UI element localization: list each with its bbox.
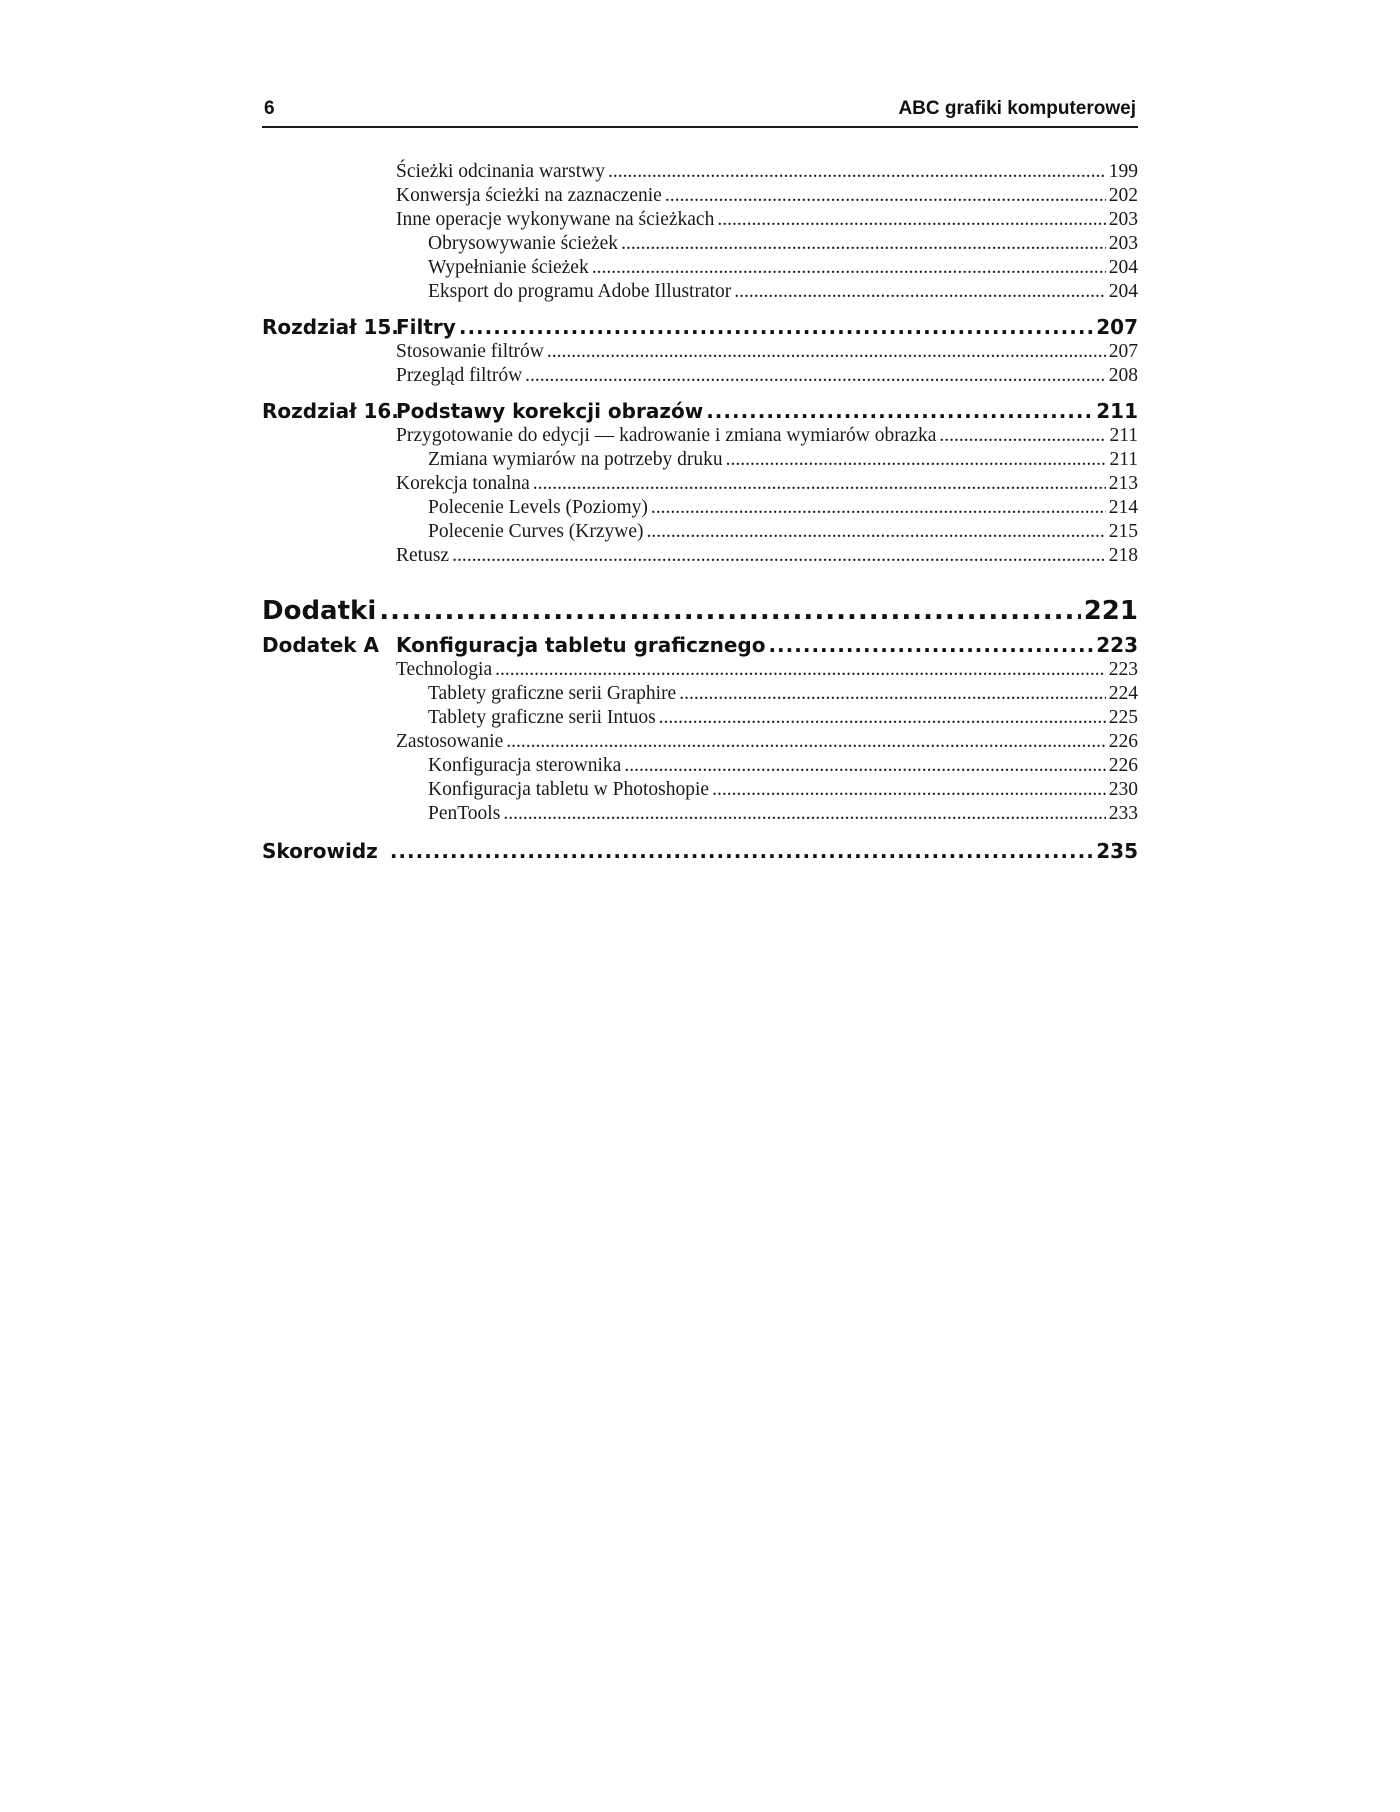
entry-title: Korekcja tonalna: [396, 473, 530, 494]
appendix-page: 223: [1096, 633, 1138, 657]
entry-page: 226: [1108, 731, 1138, 752]
chapter-heading-15: [262, 314, 1138, 340]
toc-entry: [262, 730, 1138, 754]
toc-subentry: [262, 682, 1138, 706]
toc-subentry: [262, 232, 1138, 256]
entry-page: 202: [1108, 185, 1138, 206]
entry-page: 203: [1108, 233, 1138, 254]
chapter-label: Rozdział 16.: [262, 399, 399, 423]
dot-leader: [624, 754, 1105, 778]
entry-title: Przygotowanie do edycji — kadrowanie i zmiana wymiarów obrazka: [396, 425, 937, 446]
dot-leader: [452, 544, 1106, 568]
entry-page: 224: [1108, 683, 1138, 704]
entry-page: 214: [1108, 497, 1138, 518]
toc-entry: [262, 658, 1138, 682]
dot-leader: [679, 682, 1106, 706]
toc-subentry: [262, 256, 1138, 280]
toc-entry: [262, 208, 1138, 232]
toc-subentry: [262, 520, 1138, 544]
toc-entry: [262, 424, 1138, 448]
part-heading-dodatki: [262, 594, 1138, 628]
dot-leader: [665, 184, 1106, 208]
entry-title: Tablety graficzne serii Intuos: [428, 707, 656, 728]
entry-page: 203: [1108, 209, 1138, 230]
entry-page: 211: [1109, 449, 1138, 470]
dot-leader: [647, 520, 1106, 544]
entry-page: 230: [1108, 779, 1138, 800]
toc-subentry: [262, 778, 1138, 802]
dot-leader: [506, 730, 1106, 754]
running-header: [262, 96, 1138, 128]
entry-page: 225: [1108, 707, 1138, 728]
appendix-label: Dodatek A: [262, 633, 380, 657]
dot-leader: [712, 778, 1106, 802]
table-of-contents: [262, 160, 1138, 864]
entry-page: 211: [1109, 425, 1138, 446]
chapter-title: Filtry: [396, 315, 456, 339]
toc-entry: [262, 544, 1138, 568]
part-page: 221: [1083, 596, 1138, 626]
entry-title: Przegląd filtrów: [396, 365, 523, 386]
entry-title: Zastosowanie: [396, 731, 504, 752]
dot-leader: [547, 340, 1106, 364]
toc-subentry: [262, 496, 1138, 520]
entry-page: 218: [1108, 545, 1138, 566]
entry-page: 204: [1108, 257, 1138, 278]
entry-page: 223: [1108, 659, 1138, 680]
chapter-page: 211: [1096, 399, 1138, 423]
toc-entry: [262, 184, 1138, 208]
entry-title: Eksport do programu Adobe Illustrator: [428, 281, 732, 302]
index-heading: [262, 838, 1138, 864]
entry-page: 226: [1108, 755, 1138, 776]
index-page: 235: [1096, 839, 1138, 863]
dot-leader: [608, 160, 1106, 184]
entry-title: Zmiana wymiarów na potrzeby druku: [428, 449, 723, 470]
entry-title: Tablety graficzne serii Graphire: [428, 683, 677, 704]
dot-leader: [379, 594, 1080, 628]
dot-leader: [390, 838, 1093, 864]
dot-leader: [533, 472, 1106, 496]
entry-title: Konwersja ścieżki na zaznaczenie: [396, 185, 662, 206]
dot-leader: [939, 424, 1106, 448]
dot-leader: [659, 706, 1106, 730]
book-title: ABC grafiki komputerowej: [898, 98, 1136, 119]
entry-page: 233: [1108, 803, 1138, 824]
entry-page: 199: [1108, 161, 1138, 182]
entry-title: Stosowanie filtrów: [396, 341, 544, 362]
toc-entry: [262, 364, 1138, 388]
dot-leader: [768, 632, 1093, 658]
dot-leader: [621, 232, 1106, 256]
dot-leader: [525, 364, 1106, 388]
toc-entry: [262, 472, 1138, 496]
page-number: 6: [264, 98, 275, 119]
toc-entry: [262, 160, 1138, 184]
entry-title: Polecenie Levels (Poziomy): [428, 497, 648, 518]
entry-title: Konfiguracja sterownika: [428, 755, 622, 776]
entry-title: Wypełnianie ścieżek: [428, 257, 589, 278]
entry-page: 208: [1108, 365, 1138, 386]
appendix-heading-a: [262, 632, 1138, 658]
dot-leader: [503, 802, 1105, 826]
appendix-title: Konfiguracja tabletu graficznego: [396, 633, 766, 657]
dot-leader: [717, 208, 1105, 232]
toc-subentry: [262, 802, 1138, 826]
entry-title: Inne operacje wykonywane na ścieżkach: [396, 209, 715, 230]
dot-leader: [706, 398, 1093, 424]
chapter-label: Rozdział 15.: [262, 315, 399, 339]
toc-entry: [262, 340, 1138, 364]
chapter-title: Podstawy korekcji obrazów: [396, 399, 704, 423]
toc-subentry: [262, 280, 1138, 304]
entry-page: 213: [1108, 473, 1138, 494]
dot-leader: [592, 256, 1106, 280]
entry-title: Retusz: [396, 545, 450, 566]
dot-leader: [734, 280, 1105, 304]
entry-title: Konfiguracja tabletu w Photoshopie: [428, 779, 710, 800]
entry-title: Technologia: [396, 659, 493, 680]
toc-subentry: [262, 448, 1138, 472]
entry-title: Obrysowywanie ścieżek: [428, 233, 619, 254]
toc-subentry: [262, 706, 1138, 730]
entry-title: Ścieżki odcinania warstwy: [396, 161, 606, 182]
entry-page: 204: [1108, 281, 1138, 302]
dot-leader: [459, 314, 1093, 340]
dot-leader: [726, 448, 1107, 472]
toc-subentry: [262, 754, 1138, 778]
entry-page: 207: [1108, 341, 1138, 362]
dot-leader: [495, 658, 1106, 682]
chapter-page: 207: [1096, 315, 1138, 339]
entry-title: Polecenie Curves (Krzywe): [428, 521, 644, 542]
part-title: Dodatki: [262, 596, 377, 626]
index-title: Skorowidz: [262, 839, 378, 863]
dot-leader: [651, 496, 1106, 520]
entry-page: 215: [1108, 521, 1138, 542]
chapter-heading-16: [262, 398, 1138, 424]
entry-title: PenTools: [428, 803, 501, 824]
